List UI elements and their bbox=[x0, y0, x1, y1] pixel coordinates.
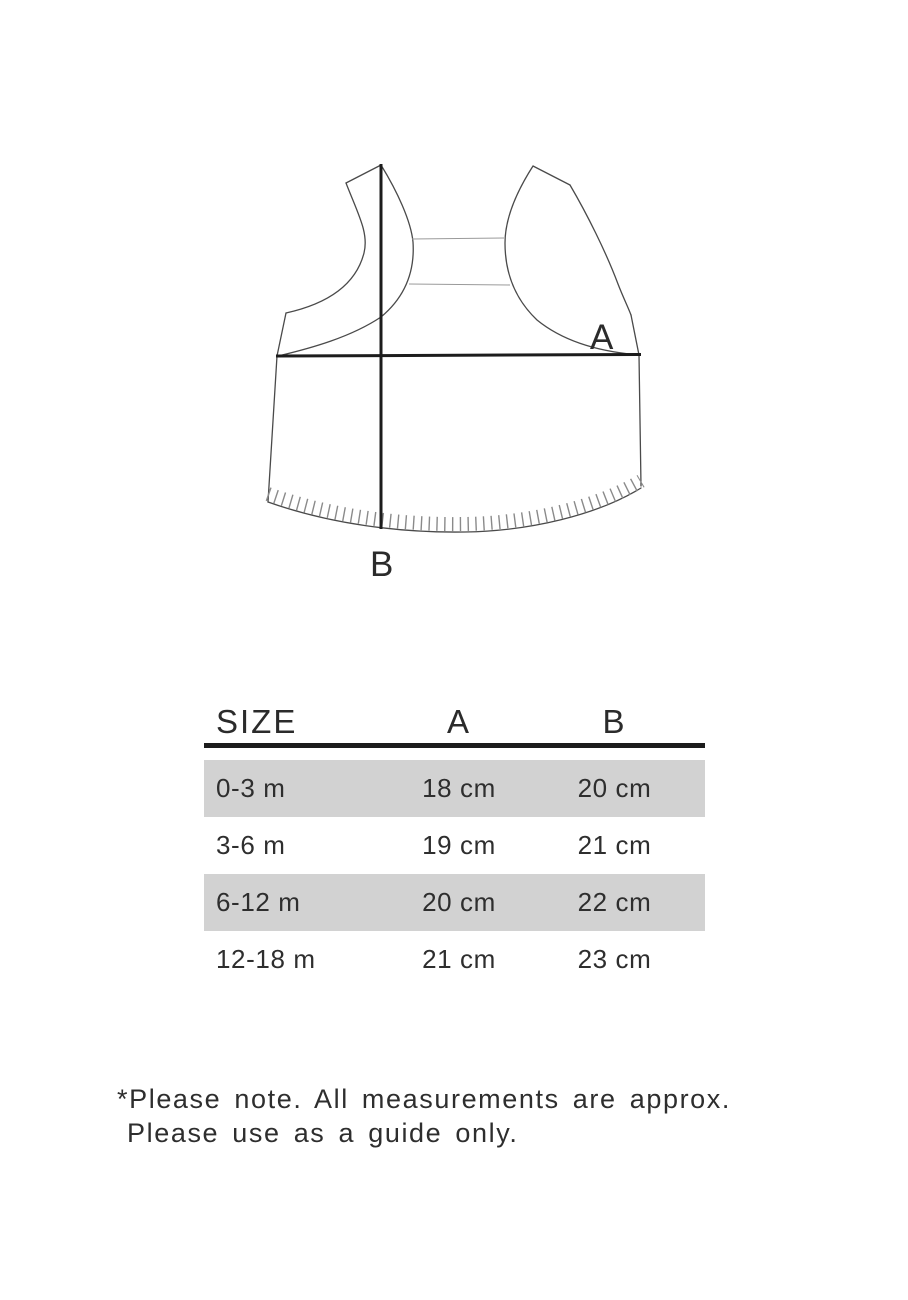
back-neck-band bbox=[409, 238, 510, 285]
table-row bbox=[204, 817, 705, 874]
neck-band-upper-line bbox=[412, 238, 504, 239]
header-a: A bbox=[446, 703, 471, 740]
right-side-top-edge bbox=[631, 315, 639, 355]
right-strap-top-edge bbox=[533, 166, 570, 185]
cell-size: 12-18 m bbox=[216, 944, 316, 974]
left-strap-top-edge bbox=[346, 165, 381, 183]
measurement-label-a: A bbox=[590, 318, 614, 357]
right-neck-inner-curve bbox=[505, 166, 640, 355]
garment-outline bbox=[268, 165, 641, 532]
cell-size: 0-3 m bbox=[216, 773, 286, 803]
left-armhole-outer-curve bbox=[286, 183, 365, 313]
size-table-body bbox=[204, 760, 705, 988]
left-side-top-edge bbox=[277, 313, 286, 356]
size-table-header-row bbox=[204, 700, 705, 741]
right-side-seam bbox=[639, 355, 641, 486]
header-b: B bbox=[602, 703, 627, 740]
measurement-label-b: B bbox=[370, 545, 394, 584]
left-side-seam bbox=[268, 356, 277, 502]
measurement-line-a bbox=[276, 355, 641, 357]
cell-a: 21 cm bbox=[422, 944, 496, 974]
cell-size: 3-6 m bbox=[216, 830, 286, 860]
note-line-1: *Please note. All measurements are approx. bbox=[117, 1084, 731, 1114]
table-row bbox=[204, 760, 705, 817]
right-armhole-outer-curve bbox=[570, 185, 631, 315]
neck-band-lower-line bbox=[409, 284, 510, 285]
table-row bbox=[204, 874, 705, 931]
left-neck-inner-curve bbox=[278, 165, 413, 356]
cell-b: 23 cm bbox=[577, 944, 652, 974]
cell-a: 20 cm bbox=[422, 887, 496, 917]
cell-a: 19 cm bbox=[422, 830, 496, 860]
cell-b: 22 cm bbox=[577, 887, 652, 917]
table-row bbox=[204, 931, 705, 988]
note-line-2: Please use as a guide only. bbox=[127, 1118, 519, 1148]
measurement-lines bbox=[276, 164, 641, 529]
cell-size: 6-12 m bbox=[216, 887, 301, 917]
cell-b: 21 cm bbox=[577, 830, 652, 860]
cell-a: 18 cm bbox=[422, 773, 496, 803]
header-size: SIZE bbox=[216, 703, 298, 740]
cell-b: 20 cm bbox=[577, 773, 652, 803]
table-header-rule bbox=[204, 743, 705, 748]
measurement-note bbox=[117, 1082, 731, 1150]
size-table bbox=[204, 700, 705, 988]
